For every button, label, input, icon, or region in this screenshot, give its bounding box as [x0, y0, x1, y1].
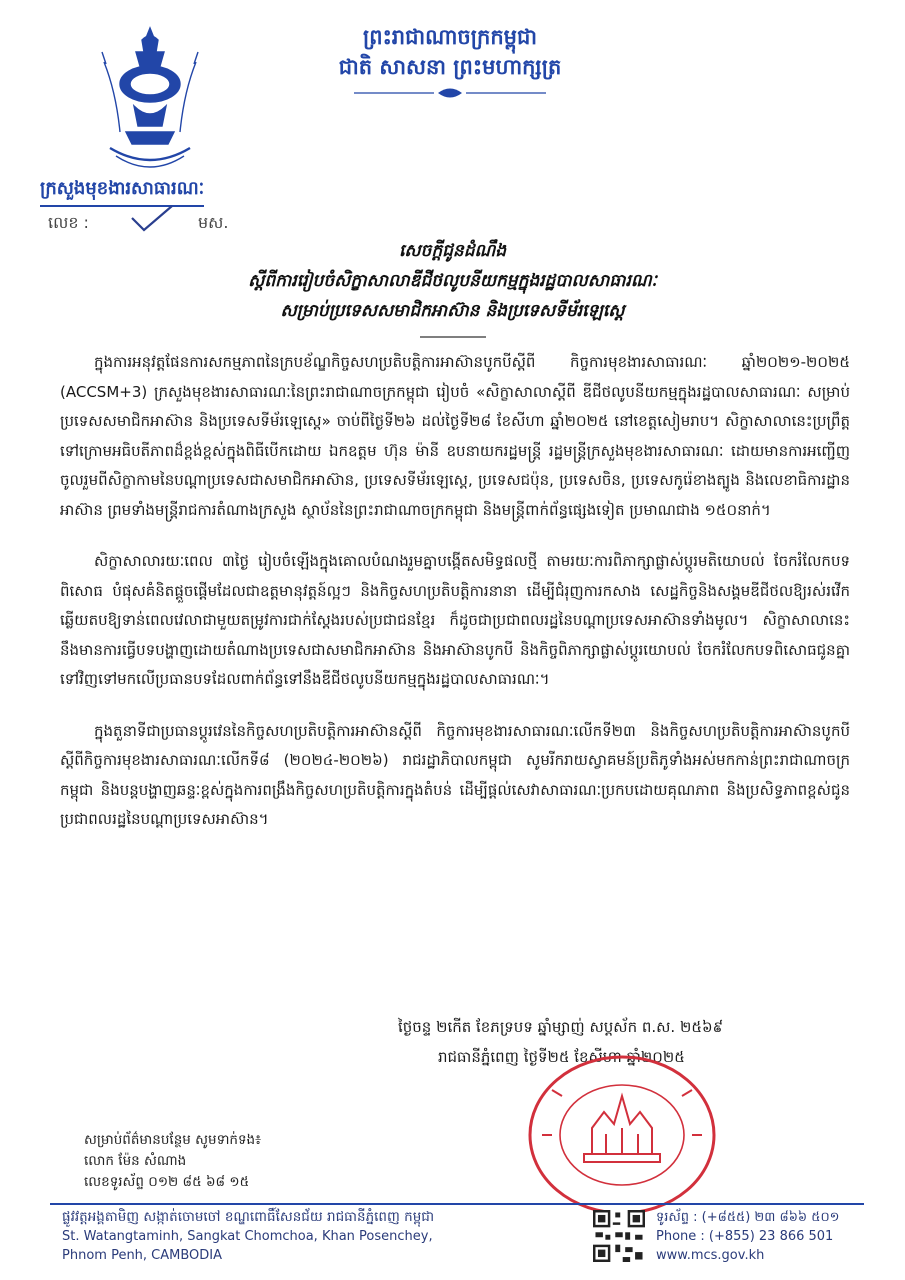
- ministry-seal-icon: [522, 1050, 722, 1220]
- reference-suffix: មស.: [198, 213, 229, 232]
- royal-emblem-icon: [96, 22, 204, 180]
- contact-block: [84, 1130, 261, 1193]
- footer-phone: Phone : (+855) 23 866 501: [656, 1229, 834, 1244]
- title-line-1: សេចក្ដីជូនដំណឹង: [398, 241, 507, 261]
- kingdom-header: [290, 22, 610, 100]
- solar-date: រាជធានីភ្នំពេញ ថ្ងៃទី២៥ ខែសីហា ឆ្នាំ២០២៥: [438, 1048, 685, 1066]
- contact-heading: សម្រាប់ព័ត៌មានបន្ថែម សូមទាក់ទង៖: [84, 1132, 262, 1148]
- footer-en-address-2: Phnom Penh, CAMBODIA: [62, 1248, 223, 1263]
- body-paragraph-2: សិក្ខាសាលារយៈពេល ៣ថ្ងៃ រៀបចំឡើងក្នុងគោលបំណងរួមគ្នាបង្កើតសមិទ្ធផលថ្មី តាមរយៈការពិភាក្សាផ្លាស់ប្ដូរមតិយោបល់ ចែករំលែកបទពិសោធ បំផុសគំនិតផ្ដួចផ្ដើមដែលជាឧត្ដមានុវត្តន៍ល្អៗ និងកិច្ចសហប្រតិបត្តិការនានា ដើម្បីជំរុញការកសាង សេដ្ឋកិច្ចនិងសង្គមឌីជីថលឱ្យរស់រវើក ឆ្លើយតបឱ្យទាន់ពេលវេលាជាមួយតម្រូវការជាក់ស្ដែងរបស់ប្រជាជនខ្មែរ ក៏ដូចជាប្រជាពលរដ្ឋនៃបណ្ដាប្រទេសអាស៊ានទាំងមូល។ សិក្ខាសាលានេះ នឹងមានការធ្វើបទបង្ហាញដោយតំណាងប្រទេសជាសមាជិកអាស៊ាន និងអាស៊ានបូកបី និងកិច្ចពិភាក្សាផ្លាស់ប្ដូរយោបល់ ចែករំលែកបទពិសោធជូនគ្នាទៅវិញទៅមកលើប្រធានបទដែលពាក់ព័ន្ធទៅនឹងឌីជីថលូបនីយកម្មក្នុងរដ្ឋបាលសាធារណៈ។: [60, 552, 850, 688]
- footer-contacts: [656, 1208, 876, 1265]
- title-line-2: ស្ដីពីការរៀបចំសិក្ខាសាលាឌីជីថលូបនីយកម្មក្នុងរដ្ឋបាលសាធារណៈ: [248, 271, 657, 291]
- footer-en-address-1: St. Watangtaminh, Sangkat Chomchoa, Khan Posenchey,: [62, 1229, 433, 1244]
- document-title: [120, 236, 785, 340]
- reference-label: លេខ :: [48, 213, 89, 232]
- lunar-date: ថ្ងៃចន្ទ ២កើត ខែភទ្របទ ឆ្នាំម្សាញ់ សប្តស័ក ព.ស. ២៥៦៩: [398, 1018, 724, 1036]
- document-body: [60, 348, 850, 857]
- ornament-divider-icon: [350, 86, 550, 100]
- title-line-3: សម្រាប់ប្រទេសសមាជិកអាស៊ាន និងប្រទេសទីម័រឡេស្ដេ: [280, 301, 625, 321]
- contact-phone: លេខទូរស័ព្ទ ០១២ ៨៥ ៦៨ ១៥: [84, 1174, 250, 1190]
- qr-code-icon: [593, 1210, 645, 1262]
- checkmark-icon: [128, 204, 176, 234]
- kingdom-motto: ជាតិ សាសនា ព្រះមហាក្សត្រ: [338, 55, 562, 79]
- footer-divider: [50, 1203, 864, 1205]
- footer-kh-phone: ទូរស័ព្ទ : (+៨៥៥) ២៣ ៨៦៦ ៥០១: [656, 1210, 840, 1225]
- kingdom-title: ព្រះរាជាណាចក្រកម្ពុជា: [362, 25, 537, 49]
- body-paragraph-1: ក្នុងការអនុវត្តផែនការសកម្មភាពនៃក្របខ័ណ្ឌកិច្ចសហប្រតិបត្តិការអាស៊ានបូកបីស្ដីពី កិច្ចការមុខងារសាធារណៈ ឆ្នាំ២០២១-២០២៥ (ACCSM+3) ក្រសួងមុខងារសាធារណៈនៃព្រះរាជាណាចក្រកម្ពុជា រៀបចំ «សិក្ខាសាលាស្ដីពី ឌីជីថលូបនីយកម្មក្នុងរដ្ឋបាលសាធារណៈ សម្រាប់ប្រទេសសមាជិកអាស៊ាន និងប្រទេសទីម័រឡេស្ដេ» ចាប់ពីថ្ងៃទី២៦ ដល់ថ្ងៃទី២៨ ខែសីហា ឆ្នាំ២០២៥ នៅខេត្តសៀមរាប។ សិក្ខាសាលានេះប្រព្រឹត្តទៅក្រោមអធិបតីភាពដ៏ខ្ពង់ខ្ពស់ក្នុងពិធីបើកដោយ ឯកឧត្តម ហ៊ុន ម៉ានី ឧបនាយករដ្ឋមន្ត្រី រដ្ឋមន្ត្រីក្រសួងមុខងារសាធារណៈ ដោយមានការអញ្ជើញចូលរួមពីសិក្ខាកាមនៃបណ្ដាប្រទេសជាសមាជិកអាស៊ាន, ប្រទេសទីម័រឡេស្ដេ, ប្រទេសជប៉ុន, ប្រទេសចិន, ប្រទេសកូរ៉េខាងត្បូង និងលេខាធិការដ្ឋានអាស៊ាន ព្រមទាំងមន្ត្រីរាជការតំណាងក្រសួង ស្ថាប័ននៃព្រះរាជាណាចក្រកម្ពុជា និងមន្ត្រីពាក់ព័ន្ធផ្សេងទៀត ប្រមាណជាង ១៥០នាក់។: [60, 353, 850, 519]
- footer-website[interactable]: www.mcs.gov.kh: [656, 1248, 765, 1263]
- title-divider-icon: [418, 334, 488, 340]
- footer-address: [62, 1208, 502, 1265]
- contact-person: លោក ម៉ែន សំណាង: [84, 1153, 187, 1169]
- footer-kh-address: ផ្លូវវត្តអង្គតាមិញ សង្កាត់ចោមចៅ ខណ្ឌពោធិ៍សែនជ័យ រាជធានីភ្នំពេញ កម្ពុជា: [62, 1209, 435, 1225]
- body-paragraph-3: ក្នុងតួនាទីជាប្រធានប្ដូរវេននៃកិច្ចសហប្រតិបត្តិការអាស៊ានស្ដីពី កិច្ចការមុខងារសាធារណៈលើកទី២៣ និងកិច្ចសហប្រតិបត្តិការអាស៊ានបូកបី ស្ដីពីកិច្ចការមុខងារសាធារណៈលើកទី៨ (២០២៤-២០២៦) រាជរដ្ឋាភិបាលកម្ពុជា សូមរីករាយស្វាគមន៍ប្រតិភូទាំងអស់មកកាន់ព្រះរាជាណាចក្រកម្ពុជា និងបន្តបង្ហាញឆន្ទៈខ្ពស់ក្នុងការពង្រឹងកិច្ចសហប្រតិបត្តិការក្នុងតំបន់ ដើម្បីផ្ដល់សេវាសាធារណៈប្រកបដោយគុណភាព និងប្រសិទ្ធភាពខ្ពស់ជូនប្រជាពលរដ្ឋនៃបណ្ដាប្រទេសអាស៊ាន។: [60, 721, 850, 828]
- ministry-name: ក្រសួងមុខងារសាធារណៈ: [40, 176, 204, 207]
